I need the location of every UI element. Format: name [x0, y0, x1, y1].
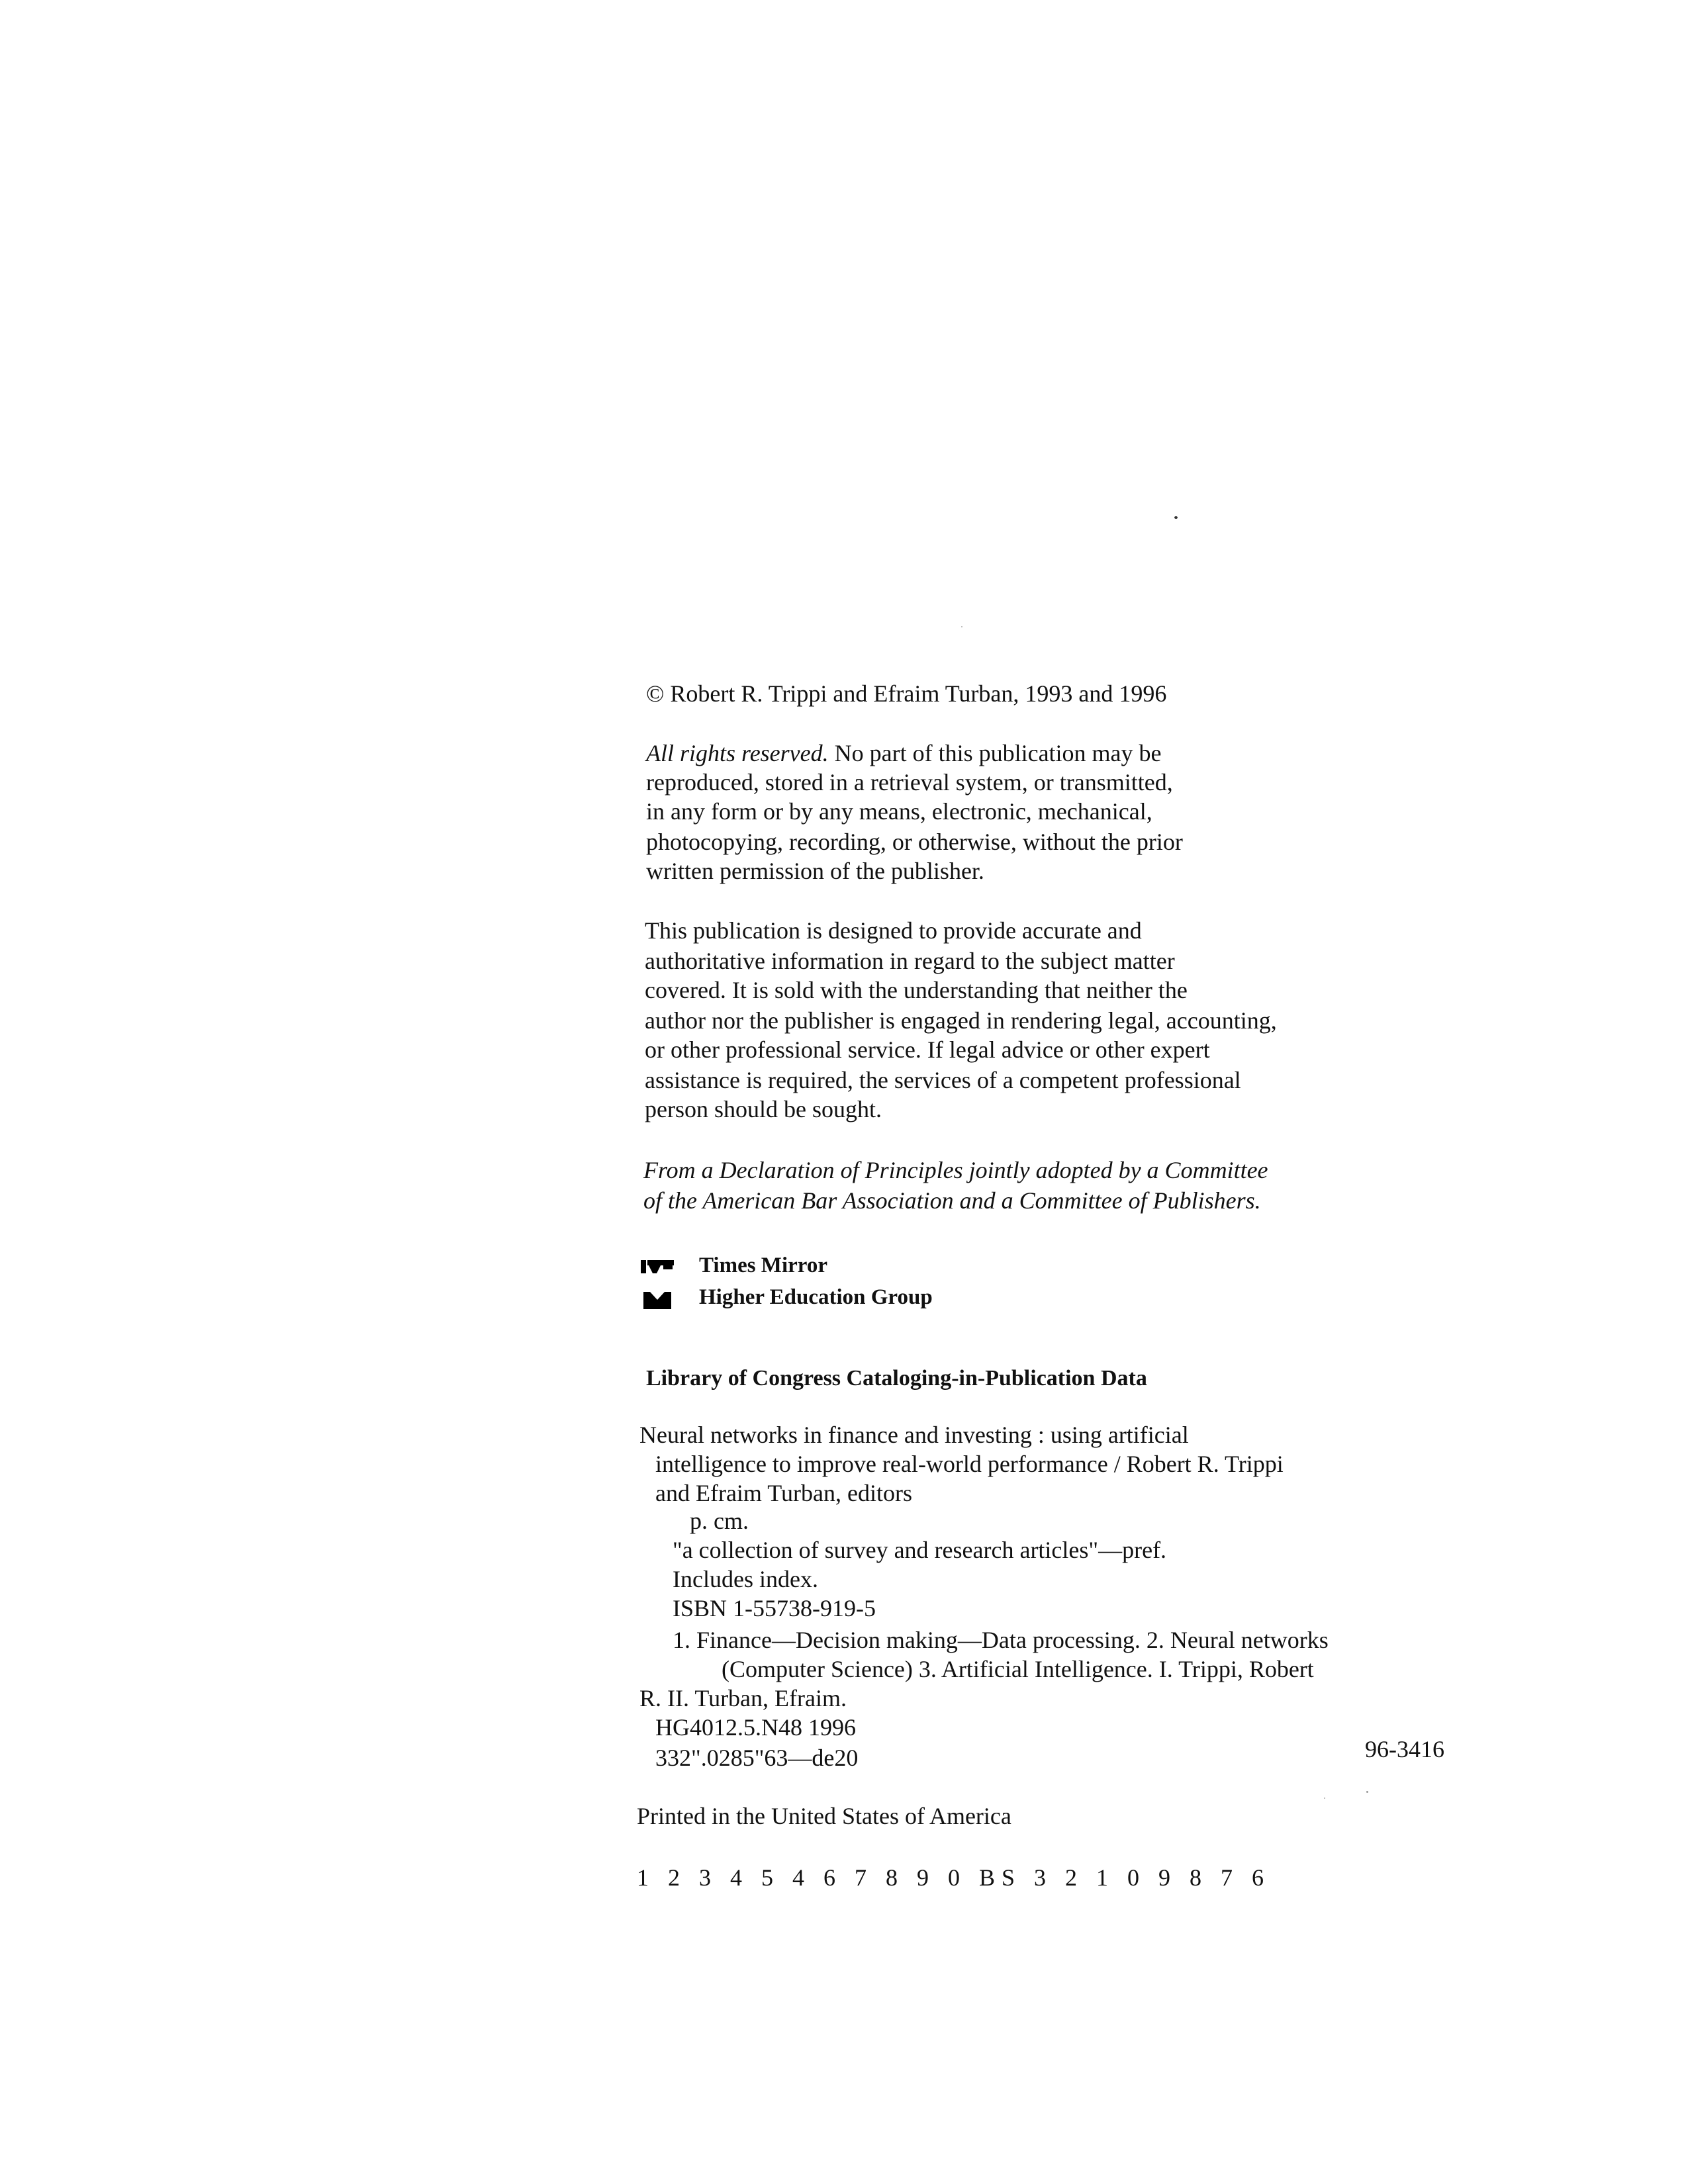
rights-first-line-rest: No part of this publication may be	[834, 740, 1162, 766]
declaration-line: of the American Bar Association and a Committee of Publishers.	[643, 1187, 1261, 1214]
disclaimer-line: covered. It is sold with the understanding that neither the	[645, 977, 1188, 1003]
disclaimer-line: or other professional service. If legal advice or other expert	[645, 1036, 1210, 1063]
disclaimer-line: authoritative information in regard to the subject matter	[645, 948, 1175, 974]
printing-number-line: 1 2 3 4 5 4 6 7 8 9 0 BS 3 2 1 0 9 8 7 6	[637, 1864, 1271, 1891]
scan-speck	[961, 626, 962, 627]
disclaimer-line: author nor the publisher is engaged in rendering legal, accounting,	[645, 1007, 1277, 1034]
scan-speck	[1324, 1797, 1325, 1799]
disclaimer-line: assistance is required, the services of a competent professional	[645, 1067, 1241, 1093]
cip-line: Includes index.	[673, 1566, 818, 1592]
declaration-line: From a Declaration of Principles jointly adopted by a Committee	[643, 1157, 1268, 1183]
lccn-number: 96-3416	[1365, 1736, 1444, 1762]
rights-first-line	[646, 739, 1162, 768]
times-mirror-logo-icon	[641, 1260, 674, 1316]
rights-line: in any form or by any means, electronic, mechanical,	[646, 798, 1152, 825]
rights-line: photocopying, recording, or otherwise, without the prior	[646, 829, 1183, 855]
rights-line: reproduced, stored in a retrieval system, or transmitted,	[646, 769, 1173, 796]
cip-line: ISBN 1-55738-919-5	[673, 1595, 876, 1621]
cip-line: Neural networks in finance and investing : using artificial	[639, 1422, 1189, 1448]
publisher-line-1: Times Mirror	[699, 1253, 827, 1277]
rights-lead: All rights reserved.	[646, 740, 829, 766]
cip-heading: Library of Congress Cataloging-in-Publication Data	[646, 1366, 1147, 1390]
scan-speck	[1366, 1791, 1368, 1793]
cip-line: 332".0285"63—de20	[655, 1745, 859, 1771]
publisher-line-2: Higher Education Group	[699, 1285, 933, 1309]
cip-line: R. II. Turban, Efraim.	[639, 1685, 847, 1711]
cip-line: HG4012.5.N48 1996	[655, 1714, 856, 1741]
cip-line: 1. Finance—Decision making—Data processing. 2. Neural networks	[673, 1627, 1329, 1653]
disclaimer-line: person should be sought.	[645, 1096, 882, 1122]
rights-line: written permission of the publisher.	[646, 858, 984, 884]
cip-line: (Computer Science) 3. Artificial Intelligence. I. Trippi, Robert	[722, 1656, 1314, 1682]
printed-in-line: Printed in the United States of America	[637, 1803, 1011, 1829]
cip-line: "a collection of survey and research articles"—pref.	[673, 1537, 1167, 1563]
cip-line: p. cm.	[690, 1508, 749, 1534]
cip-line: and Efraim Turban, editors	[655, 1480, 912, 1506]
copyright-line: © Robert R. Trippi and Efraim Turban, 1993 and 1996	[646, 680, 1167, 707]
cip-line: intelligence to improve real-world performance / Robert R. Trippi	[655, 1451, 1284, 1477]
scan-speck	[1174, 516, 1178, 519]
disclaimer-line: This publication is designed to provide accurate and	[645, 917, 1142, 944]
